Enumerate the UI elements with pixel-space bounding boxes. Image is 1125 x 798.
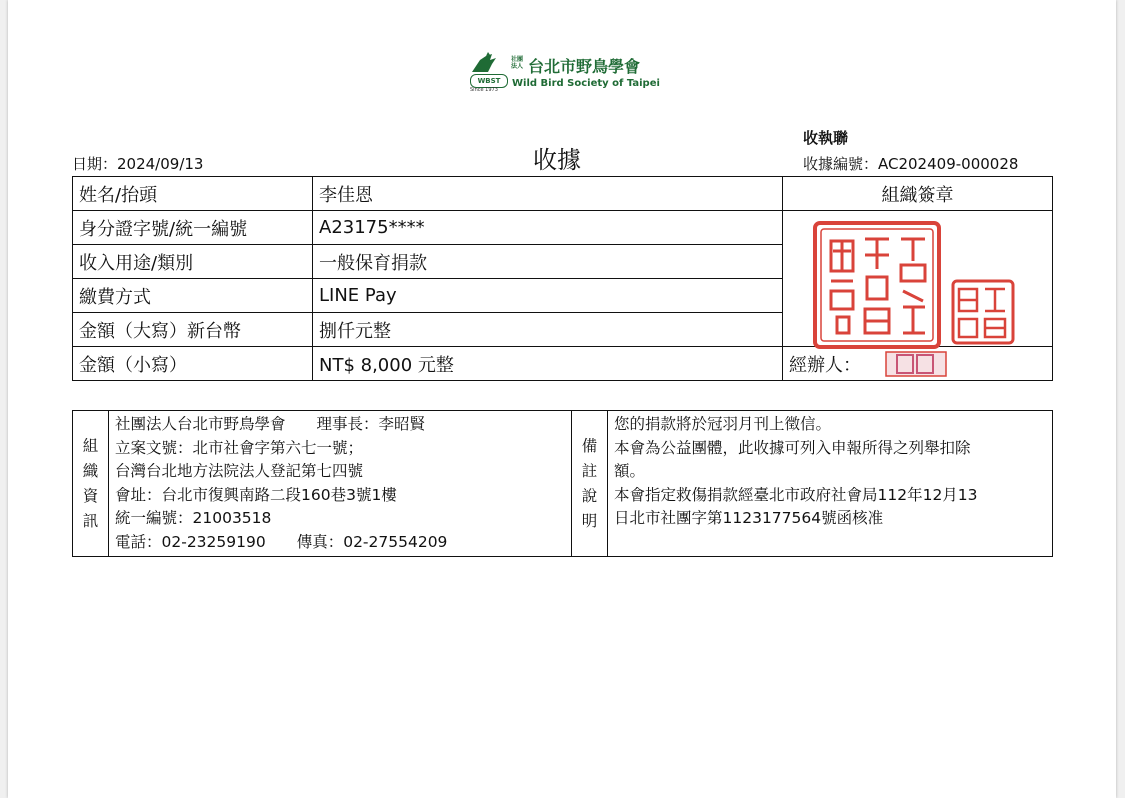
side-char: 明 [581,511,598,530]
logo-since: Since 1973 [470,87,498,93]
notes-line: 額。 [614,462,646,480]
side-char: 註 [581,461,598,480]
row-value: LINE Pay [313,279,783,313]
receipt-page [8,0,1116,798]
side-char: 說 [581,486,598,505]
org-info-text [109,411,572,557]
table-row [73,347,1053,381]
logo-name-en: Wild Bird Society of Taipei [512,78,660,89]
row-value: 捌仟元整 [313,313,783,347]
handler-cell [783,347,1053,381]
handler-stamp-icon [885,351,947,377]
side-char: 織 [82,461,99,480]
side-char: 組 [82,436,99,455]
org-info-line: 會址：台北市復興南路二段160巷3號1樓 [115,485,397,504]
notes-line: 您的捐款將於冠羽月刊上徵信。 [614,415,832,433]
receipt-date: 日期：2024/09/13 [72,155,204,173]
info-table [72,410,1053,557]
side-char: 備 [581,436,598,455]
copy-label: 收執聯 [803,129,849,147]
row-value: A23175**** [313,211,783,245]
org-info-line: 社團法人台北市野鳥學會 理事長：李昭賢 [115,415,426,433]
row-label: 身分證字號/統一編號 [73,211,313,245]
notes-text [608,411,1053,557]
organization-seal-icon [803,217,1033,357]
notes-side-label [572,411,608,557]
org-info-line: 統一編號：21003518 [115,509,272,527]
org-info-line: 電話：02-23259190 傳真：02-27554209 [115,532,448,551]
org-info-line: 立案文號：北市社會字第六七一號； [115,438,364,457]
side-char: 訊 [82,511,99,530]
society-logo [466,50,666,96]
logo-name-zh: 台北市野鳥學會 [528,57,641,76]
row-label: 金額（小寫） [73,347,313,381]
page-title: 收據 [533,146,581,174]
side-char: 資 [82,486,99,505]
receipt-number: 收據編號：AC202409-000028 [803,155,1019,173]
table-row [73,177,1053,211]
notes-line: 本會為公益團體，此收據可列入申報所得之列舉扣除 [614,438,971,457]
seal-header: 組織簽章 [783,177,1053,211]
row-label: 金額（大寫）新台幣 [73,313,313,347]
notes-line: 本會指定救傷捐款經臺北市政府社會局112年12月13 [614,485,978,504]
organization-seal-cell [783,211,1053,347]
row-label: 繳費方式 [73,279,313,313]
logo-small-text: 社團法人 [511,56,524,70]
row-label: 收入用途/類別 [73,245,313,279]
org-info-side-label [73,411,109,557]
org-info-line: 台灣台北地方法院法人登記第七四號 [115,462,364,480]
notes-line: 日北市社團字第1123177564號函核准 [614,509,884,527]
row-label: 姓名/抬頭 [73,177,313,211]
table-row [73,411,1053,557]
receipt-table [72,176,1053,381]
table-row [73,211,1053,245]
row-value: 李佳恩 [313,177,783,211]
handler-label: 經辦人： [789,354,861,376]
row-value: 一般保育捐款 [313,245,783,279]
row-value: NT$ 8,000 元整 [313,347,783,381]
logo-badge: WBST [470,74,508,88]
